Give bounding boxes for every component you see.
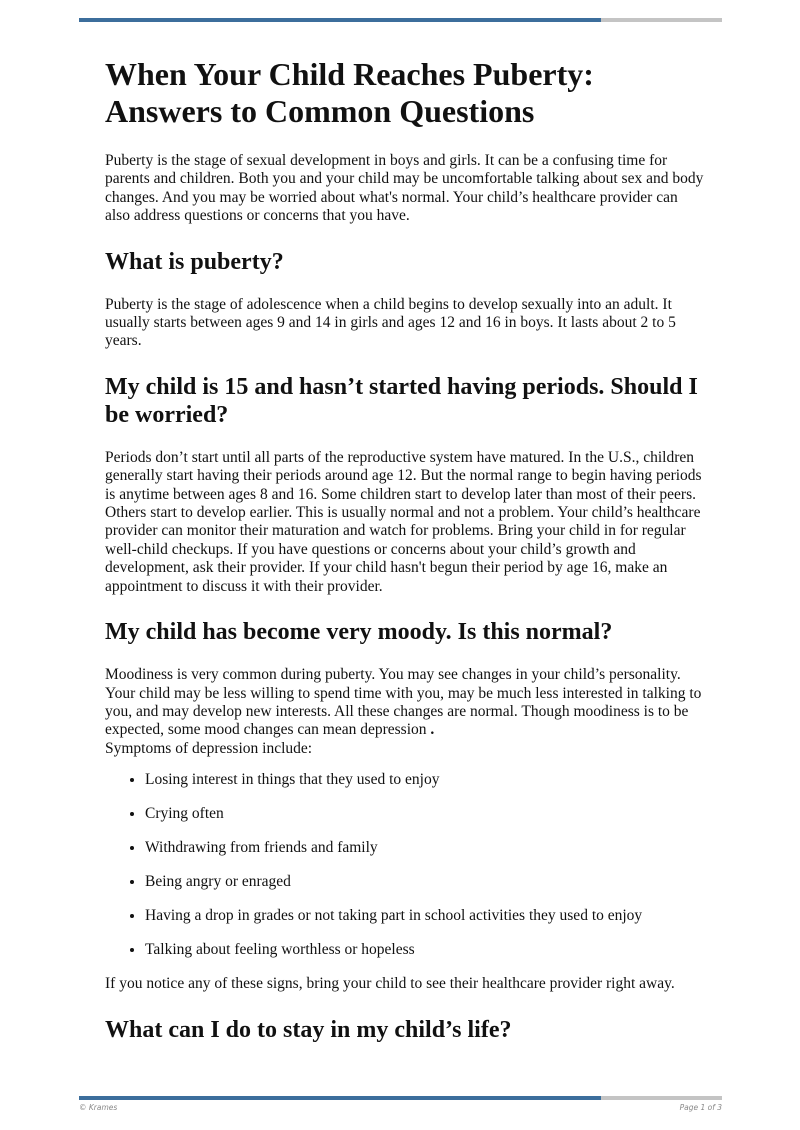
moody-symptoms-intro: Symptoms of depression include: <box>105 739 313 757</box>
bottom-divider-rest <box>601 1096 722 1100</box>
bottom-divider-accent <box>79 1096 601 1100</box>
moody-period: . <box>426 721 435 739</box>
section-heading-stay-in-life: What can I do to stay in my child’s life? <box>105 1016 512 1043</box>
list-item: • Losing interest in things that they used to enjoy <box>145 771 705 789</box>
bottom-divider <box>79 1096 722 1100</box>
list-item: • Withdrawing from friends and family <box>145 839 705 857</box>
intro-paragraph: Puberty is the stage of sexual development in boys and girls. It can be a confusing time for parents and children. Both you and your child may be uncomfortable talking about sex and body changes. And you may be worried about what's normal. Your child’s healthcare provider can also address questions or concerns that you have. <box>105 152 704 225</box>
top-divider-accent <box>79 18 601 22</box>
section-body-periods: Periods don’t start until all parts of the reproductive system have matured. In the U.S., children generally start having their periods around age 12. But the normal range to begin having periods is anytime between ages 8 and 16. Some children start to develop later than most of their peers. Others start to develop earlier. This is usually normal and not a problem. Your child’s healthcare provider can monitor their maturation and watch for problems. Bring your child in for regular well-child checkups. If you have questions or concerns about your child’s growth and development, ask their provider. If your child hasn't begun their period by age 16, make an appointment to discuss it with their provider. <box>105 448 702 595</box>
section-heading-moody: My child has become very moody. Is this normal? <box>105 619 613 646</box>
section-body-what-is-puberty: Puberty is the stage of adolescence when a child begins to develop sexually into an adult. It usually starts between ages 9 and 14 in girls and ages 12 and 16 in boys. It lasts about 2 to 5 years. <box>105 295 676 350</box>
footer-page-number: Page 1 of 3 <box>679 1103 722 1112</box>
list-item: • Talking about feeling worthless or hopeless <box>145 941 705 959</box>
document-body <box>105 56 705 1064</box>
page-footer <box>79 1103 722 1112</box>
footer-copyright: © Krames <box>79 1103 118 1112</box>
top-divider-rest <box>601 18 722 22</box>
list-item: • Crying often <box>145 805 705 823</box>
section-after-list: If you notice any of these signs, bring your child to see their healthcare provider right away. <box>105 975 675 993</box>
section-body-moody <box>105 666 705 758</box>
page-title: When Your Child Reaches Puberty: Answers to Common Questions <box>105 56 594 129</box>
list-item: • Having a drop in grades or not taking part in school activities they used to enjoy <box>145 907 705 925</box>
depression-symptoms-list <box>105 771 705 959</box>
section-heading-periods: My child is 15 and hasn’t started having periods. Should I be worried? <box>105 373 698 428</box>
list-item: • Being angry or enraged <box>145 873 705 891</box>
top-divider <box>79 18 722 22</box>
moody-text: Moodiness is very common during puberty. You may see changes in your child’s personality. Your child may be less willing to spend time with you, may be much less interested in talking to you, and may develop new interests. All these changes are normal. Though moodiness is to be expected, some mood changes can mean depression <box>105 666 702 739</box>
section-heading-what-is-puberty: What is puberty? <box>105 248 284 275</box>
